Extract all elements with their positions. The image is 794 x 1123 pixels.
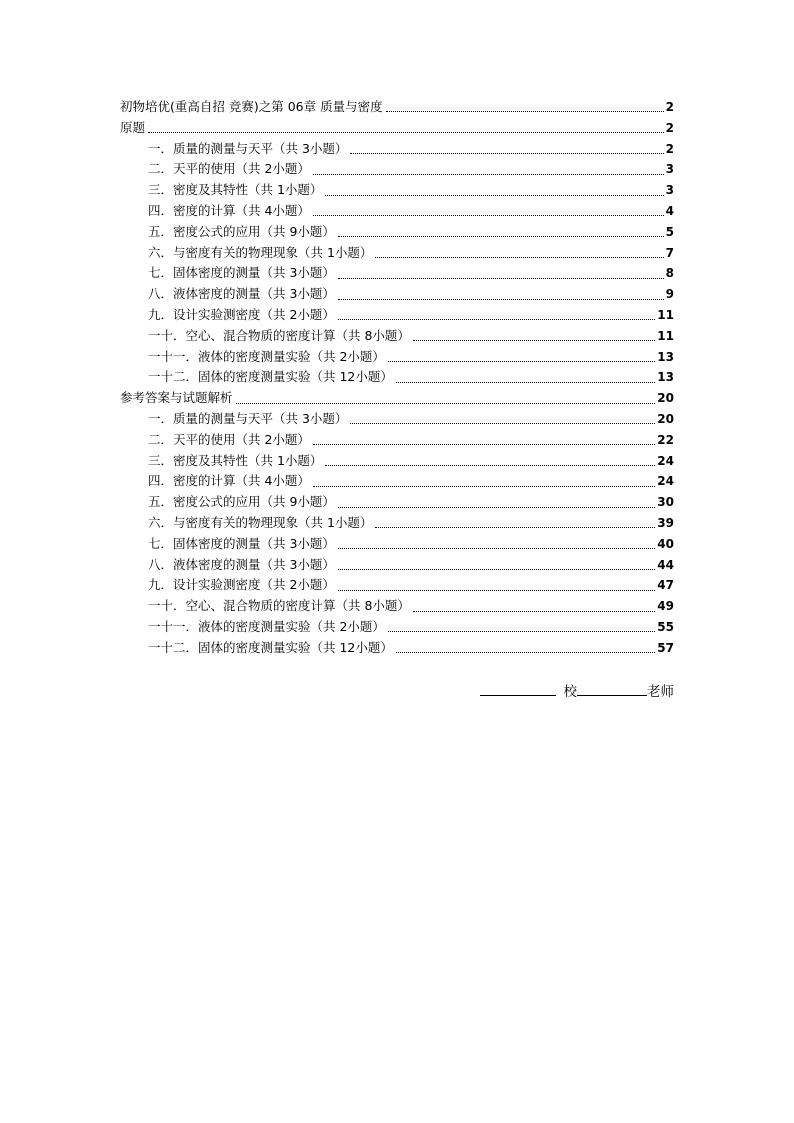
toc-entry-title: 二．天平的使用（共 2小题） [148, 431, 310, 447]
school-blank[interactable] [480, 681, 556, 696]
toc-entry[interactable] [148, 347, 674, 368]
toc-dot-leader [388, 360, 655, 362]
toc-dot-leader [338, 568, 655, 570]
toc-entry-title: 三．密度及其特性（共 1小题） [148, 182, 323, 198]
toc-dot-leader [313, 173, 664, 175]
toc-entry-title: 七．固体密度的测量（共 3小题） [148, 535, 335, 551]
toc-dot-leader [148, 131, 664, 133]
toc-entry-title: 一十．空心、混合物质的密度计算（共 8小题） [148, 327, 410, 343]
toc-entry[interactable] [148, 451, 674, 472]
toc-entry-title: 六．与密度有关的物理现象（共 1小题） [148, 244, 373, 260]
toc-dot-leader [325, 194, 663, 196]
toc-dot-leader [396, 381, 655, 383]
toc-entry-page: 49 [657, 599, 674, 614]
toc-entry-page: 11 [657, 328, 674, 343]
toc-dot-leader [413, 610, 655, 612]
toc-entry-title: 初物培优(重高自招 竞赛)之第 06章 质量与密度 [120, 99, 383, 114]
toc-dot-leader [350, 152, 663, 154]
toc-entry-title: 九．设计实验测密度（共 2小题） [148, 577, 335, 593]
toc-entry-page: 4 [665, 204, 674, 218]
toc-entry[interactable] [148, 222, 674, 243]
toc-entry-title: 一．质量的测量与天平（共 3小题） [148, 411, 348, 426]
toc-entry[interactable] [148, 367, 674, 388]
toc-entry[interactable] [148, 201, 674, 222]
toc-entry-page: 30 [657, 495, 674, 510]
toc-entry-page: 44 [657, 557, 674, 572]
toc-dot-leader [338, 318, 655, 320]
teacher-blank[interactable] [577, 681, 647, 696]
toc-entry[interactable] [120, 388, 674, 409]
toc-dot-leader [338, 298, 664, 300]
toc-entry[interactable] [120, 118, 674, 139]
toc-entry-title: 七．固体密度的测量（共 3小题） [148, 265, 335, 281]
teacher-label: 老师 [647, 684, 674, 700]
toc-entry-page: 55 [657, 620, 674, 634]
toc-entry-page: 13 [657, 349, 674, 364]
toc-entry-title: 九．设计实验测密度（共 2小题） [148, 307, 335, 322]
toc-entry-page: 3 [665, 162, 674, 177]
toc-dot-leader [313, 214, 664, 216]
toc-dot-leader [313, 443, 655, 445]
toc-entry-title: 八．液体密度的测量（共 3小题） [148, 286, 335, 302]
toc-entry[interactable] [148, 243, 674, 264]
toc-entry[interactable] [148, 139, 674, 160]
toc-entry-title: 二．天平的使用（共 2小题） [148, 161, 310, 177]
toc-entry-page: 2 [665, 120, 674, 135]
toc-entry[interactable] [148, 575, 674, 596]
toc-dot-leader [325, 464, 655, 466]
toc-entry[interactable] [148, 534, 674, 555]
toc-entry[interactable] [148, 596, 674, 617]
toc-dot-leader [413, 339, 655, 341]
toc-entry-page: 8 [665, 266, 674, 281]
toc-dot-leader [386, 110, 664, 112]
toc-entry-page: 22 [657, 432, 674, 447]
toc-dot-leader [396, 651, 655, 653]
toc-entry-page: 47 [657, 578, 674, 593]
toc-entry[interactable] [148, 159, 674, 180]
toc-entry[interactable] [148, 263, 674, 284]
signature-line [480, 680, 675, 700]
toc-entry-title: 一十．空心、混合物质的密度计算（共 8小题） [148, 598, 410, 614]
toc-dot-leader [338, 277, 664, 279]
toc-entry-page: 24 [657, 474, 674, 489]
toc-entry-title: 五．密度公式的应用（共 9小题） [148, 494, 335, 510]
toc-entry-title: 原题 [120, 119, 146, 135]
toc-entry-page: 9 [665, 287, 674, 302]
toc-entry-title: 参考答案与试题解析 [120, 390, 233, 406]
toc-entry-title: 四．密度的计算（共 4小题） [148, 473, 310, 489]
toc-entry[interactable] [120, 97, 674, 118]
toc-entry-title: 一十二．固体的密度测量实验（共 12小题） [148, 639, 393, 655]
toc-entry-page: 11 [657, 308, 674, 322]
toc-dot-leader [375, 526, 655, 528]
toc-entry-page: 24 [657, 453, 674, 468]
toc-entry[interactable] [148, 305, 674, 326]
toc-entry[interactable] [148, 617, 674, 638]
toc-entry[interactable] [148, 326, 674, 347]
toc-entry-page: 40 [657, 536, 674, 551]
toc-dot-leader [338, 235, 664, 237]
toc-entry[interactable] [148, 430, 674, 451]
toc-entry-page: 13 [657, 370, 674, 385]
toc-entry-page: 20 [657, 391, 674, 406]
toc-entry-page: 7 [665, 245, 674, 260]
toc-entry-page: 57 [657, 640, 674, 655]
toc-dot-leader [338, 589, 655, 591]
toc-entry-page: 5 [665, 224, 674, 239]
toc-dot-leader [375, 256, 663, 258]
toc-entry-title: 六．与密度有关的物理现象（共 1小题） [148, 515, 373, 530]
toc-dot-leader [338, 506, 655, 508]
toc-entry-page: 20 [657, 412, 674, 426]
toc-entry-title: 四．密度的计算（共 4小题） [148, 203, 310, 218]
toc-entry-title: 八．液体密度的测量（共 3小题） [148, 556, 335, 572]
toc-entry-title: 五．密度公式的应用（共 9小题） [148, 223, 335, 239]
toc-dot-leader [350, 422, 655, 424]
toc-dot-leader [388, 630, 655, 632]
toc-entry-page: 2 [665, 100, 674, 114]
toc-dot-leader [338, 547, 655, 549]
toc-entry-title: 三．密度及其特性（共 1小题） [148, 452, 323, 468]
toc-entry[interactable] [148, 555, 674, 576]
toc-entry[interactable] [148, 180, 674, 201]
toc-entry[interactable] [148, 492, 674, 513]
school-label: 校 [563, 684, 577, 700]
toc-dot-leader [236, 402, 656, 404]
toc-entry-title: 一十二．固体的密度测量实验（共 12小题） [148, 369, 393, 385]
toc-entry[interactable] [148, 284, 674, 305]
toc-entry[interactable] [148, 409, 674, 430]
toc-dot-leader [313, 485, 655, 487]
toc-entry-page: 3 [665, 183, 674, 198]
toc-entry[interactable] [148, 471, 674, 492]
toc-entry[interactable] [148, 513, 674, 534]
toc-entry-page: 39 [657, 516, 674, 530]
toc-entry[interactable] [148, 638, 674, 659]
toc-entry-title: 一十一．液体的密度测量实验（共 2小题） [148, 619, 385, 634]
toc-entry-title: 一十一．液体的密度测量实验（共 2小题） [148, 348, 385, 364]
toc-entry-title: 一．质量的测量与天平（共 3小题） [148, 140, 348, 156]
toc-entry-page: 2 [665, 141, 674, 156]
